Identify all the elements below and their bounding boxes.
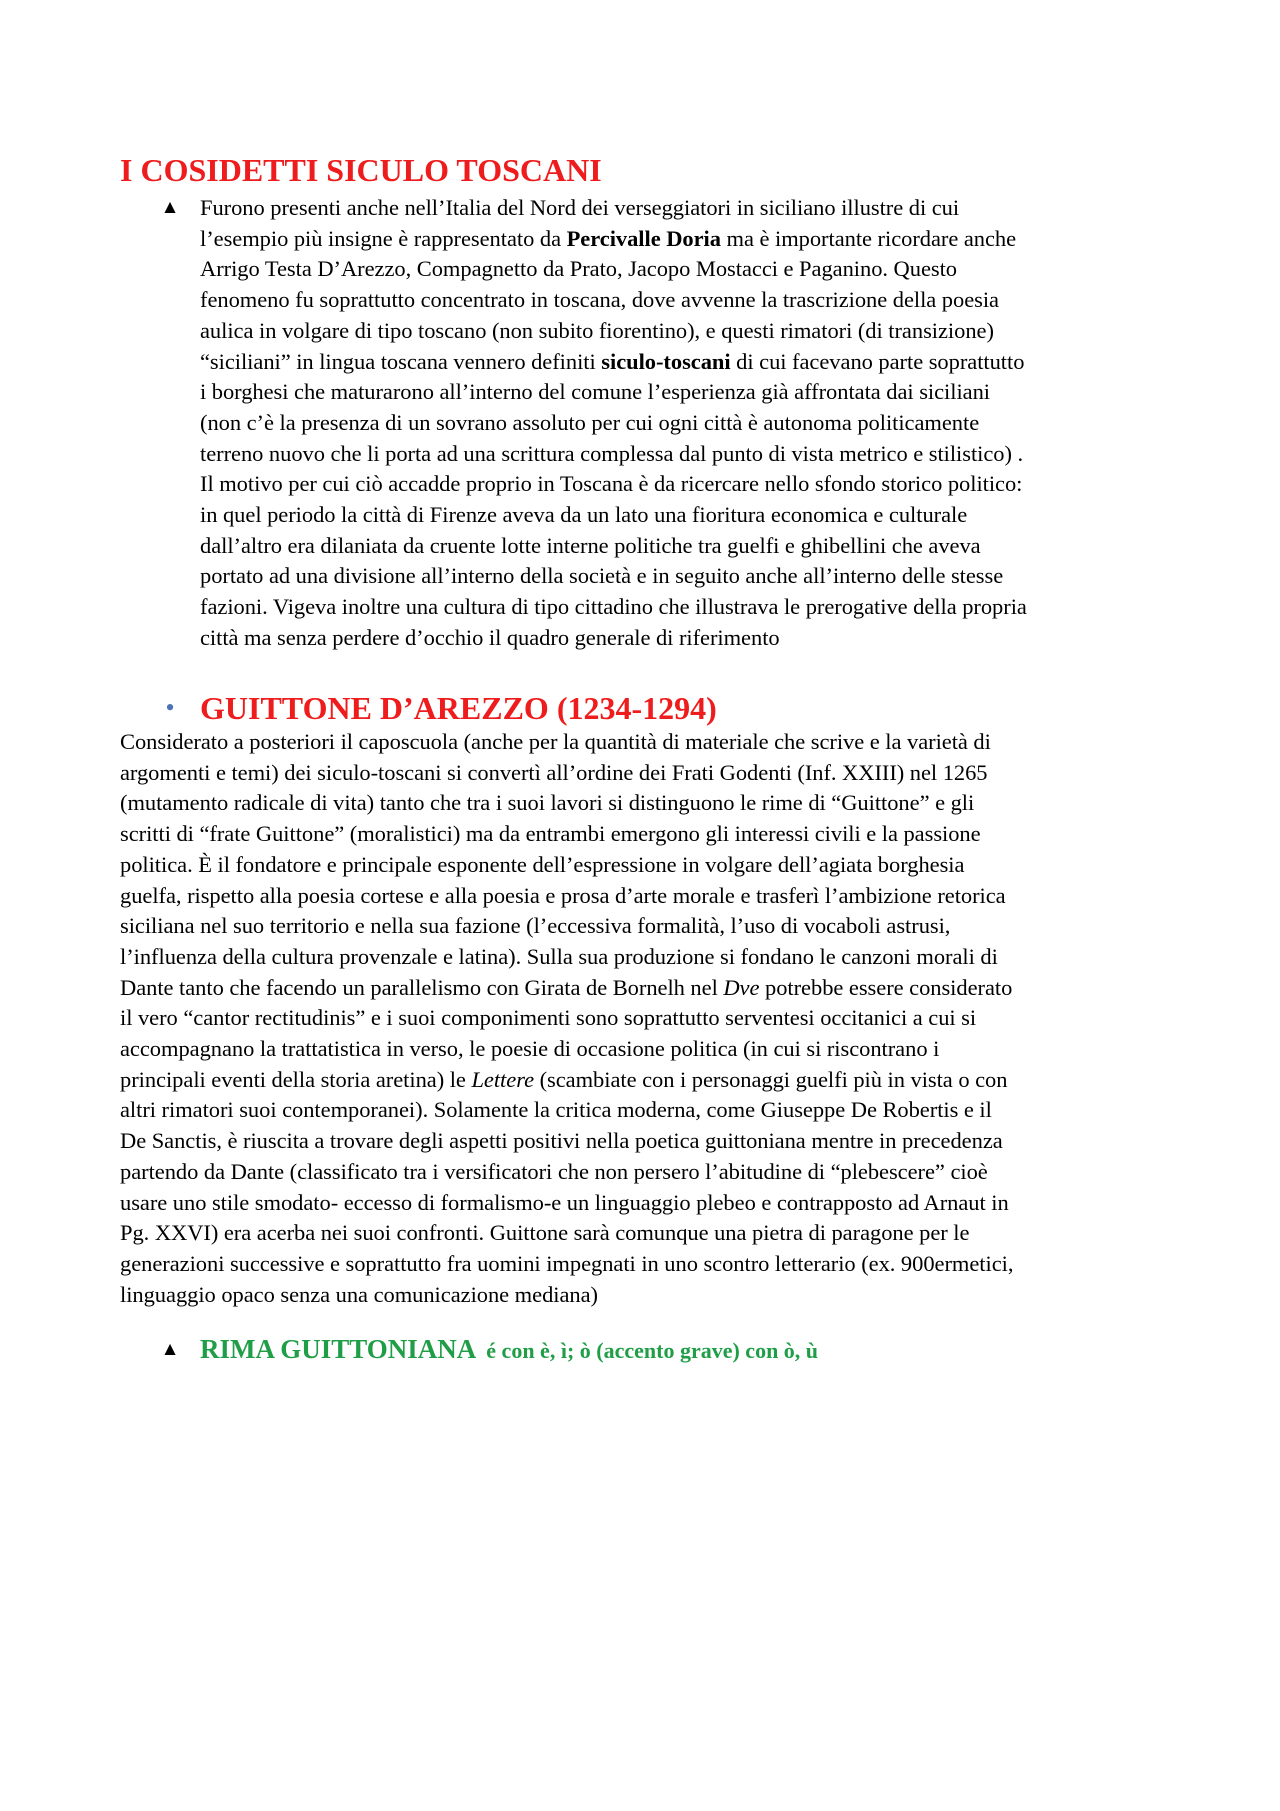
text-line: Il motivo per cui ciò accadde proprio in Toscana è da ricercare nello sfondo storico politico: bbox=[200, 471, 1023, 497]
text-line: portato ad una divisione all’interno della società e in seguito anche all’interno delle stesse bbox=[200, 563, 1004, 589]
text-line: aulica in volgare di tipo toscano (non subito fiorentino), e questi rimatori (di transizione) bbox=[200, 317, 994, 343]
text-line: (mutamento radicale di vita) tanto che tra i suoi lavori si distinguono le rime di “Guittone” e gli bbox=[120, 790, 975, 816]
text-line: l’influenza della cultura provenzale e latina). Sulla sua produzione si fondano le canzoni morali di bbox=[120, 943, 998, 969]
text-line: De Sanctis, è riuscita a trovare degli aspetti positivi nella poetica guittoniana mentre in precedenza bbox=[120, 1128, 1003, 1154]
text-line: città ma senza perdere d’occhio il quadro generale di riferimento bbox=[200, 624, 780, 650]
text-line: Considerato a posteriori il caposcuola (anche per la quantità di materiale che scrive e la varietà di bbox=[120, 729, 991, 754]
text-line: linguaggio opaco senza una comunicazione mediana) bbox=[120, 1281, 598, 1307]
rima-title: RIMA GUITTONIANA bbox=[200, 1334, 477, 1364]
bold-term: Percivalle Doria bbox=[566, 225, 721, 251]
text-line: terreno nuovo che li porta ad una scrittura complessa dal punto di vista metrico e stilistico) . bbox=[200, 440, 1024, 466]
text-line: fazioni. Vigeva inoltre una cultura di tipo cittadino che illustrava le prerogative della propria bbox=[200, 594, 1027, 620]
text-line: in quel periodo la città di Firenze aveva da un lato una fioritura economica e culturale bbox=[200, 502, 968, 528]
text-line: il vero “cantor rectitudinis” e i suoi componimenti sono soprattutto serventesi occitanici a cui si bbox=[120, 1005, 977, 1031]
italic-term: Lettere bbox=[471, 1066, 534, 1092]
text-line: accompagnano la trattatistica in verso, le poesie di occasione politica (in cui si riscontrano i bbox=[120, 1036, 940, 1062]
paragraph-siculo-toscani bbox=[200, 193, 1185, 654]
section-title-guittone: GUITTONE D’AREZZO (1234-1294) bbox=[200, 690, 717, 726]
text-line: dall’altro era dilaniata da cruente lotte interne politiche tra guelfi e ghibellini che aveva bbox=[200, 532, 981, 558]
text-line: generazioni successive e soprattutto fra uomini impegnati in uno scontro letterario (ex. 900ermetici, bbox=[120, 1250, 1014, 1276]
text-line: Arrigo Testa D’Arezzo, Compagnetto da Prato, Jacopo Mostacci e Paganino. Questo bbox=[200, 256, 957, 282]
text-line: l’esempio più insigne è rappresentato da Percivalle Doria ma è importante ricordare anche bbox=[200, 225, 1017, 251]
triangle-bullet-icon: ▲ bbox=[160, 1339, 180, 1360]
section-title-siculo-toscani: I COSIDETTI SICULO TOSCANI bbox=[120, 152, 602, 188]
text-line: siciliana nel suo territorio e nella sua fazione (l’eccessiva formalità, l’uso di vocaboli astrusi, bbox=[120, 913, 951, 939]
text-line: argomenti e temi) dei siculo-toscani si convertì all’ordine dei Frati Godenti (Inf. XXIII) nel 1265 bbox=[120, 759, 988, 785]
text-line: principali eventi della storia aretina) le Lettere (scambiate con i personaggi guelfi più in vista o con bbox=[120, 1066, 1008, 1092]
text-line: guelfa, rispetto alla poesia cortese e alla poesia e prosa d’arte morale e trasferì l’ambizione retorica bbox=[120, 882, 1006, 908]
text-line: Pg. XXVI) era acerba nei suoi confronti. Guittone sarà comunque una pietra di paragone per le bbox=[120, 1220, 970, 1246]
text-line: i borghesi che maturarono all’interno del comune l’esperienza già affrontata dai siciliani bbox=[200, 379, 990, 405]
rima-guittoniana-line bbox=[200, 1331, 818, 1369]
text-line: politica. È il fondatore e principale esponente dell’espressione in volgare dell’agiata borghesia bbox=[120, 851, 965, 877]
paragraph-guittone bbox=[120, 727, 1185, 1310]
text-line: scritti di “frate Guittone” (moralistici) ma da entrambi emergono gli interessi civili e la passione bbox=[120, 821, 981, 847]
text-line: altri rimatori suoi contemporanei). Solamente la critica moderna, come Giuseppe De Robertis e il bbox=[120, 1097, 992, 1123]
rima-rule-text: é con è, ì; ò (accento grave) con ò, ù bbox=[486, 1338, 819, 1363]
text-line: fenomeno fu soprattutto concentrato in toscana, dove avvenne la trascrizione della poesia bbox=[200, 287, 999, 313]
text-line: (non c’è la presenza di un sovrano assoluto per cui ogni città è autonoma politicamente bbox=[200, 409, 980, 435]
text-line: usare uno stile smodato- eccesso di formalismo-e un linguaggio plebeo e contrapposto ad Arnaut in bbox=[120, 1189, 1009, 1215]
text-line: partendo da Dante (classificato tra i versificatori che non persero l’abitudine di “plebescere” cioè bbox=[120, 1158, 988, 1184]
text-line: Furono presenti anche nell’Italia del Nord dei verseggiatori in siciliano illustre di cui bbox=[200, 195, 960, 220]
triangle-bullet-icon: ▲ bbox=[160, 197, 180, 218]
text-line: Dante tanto che facendo un parallelismo con Girata de Bornelh nel Dve potrebbe essere considerato bbox=[120, 974, 1013, 1000]
text-line: “siciliani” in lingua toscana vennero definiti siculo-toscani di cui facevano parte soprattutto bbox=[200, 348, 1025, 374]
italic-term: Dve bbox=[723, 974, 760, 1000]
bold-term: siculo-toscani bbox=[601, 348, 731, 374]
round-bullet-icon: • bbox=[165, 693, 175, 722]
